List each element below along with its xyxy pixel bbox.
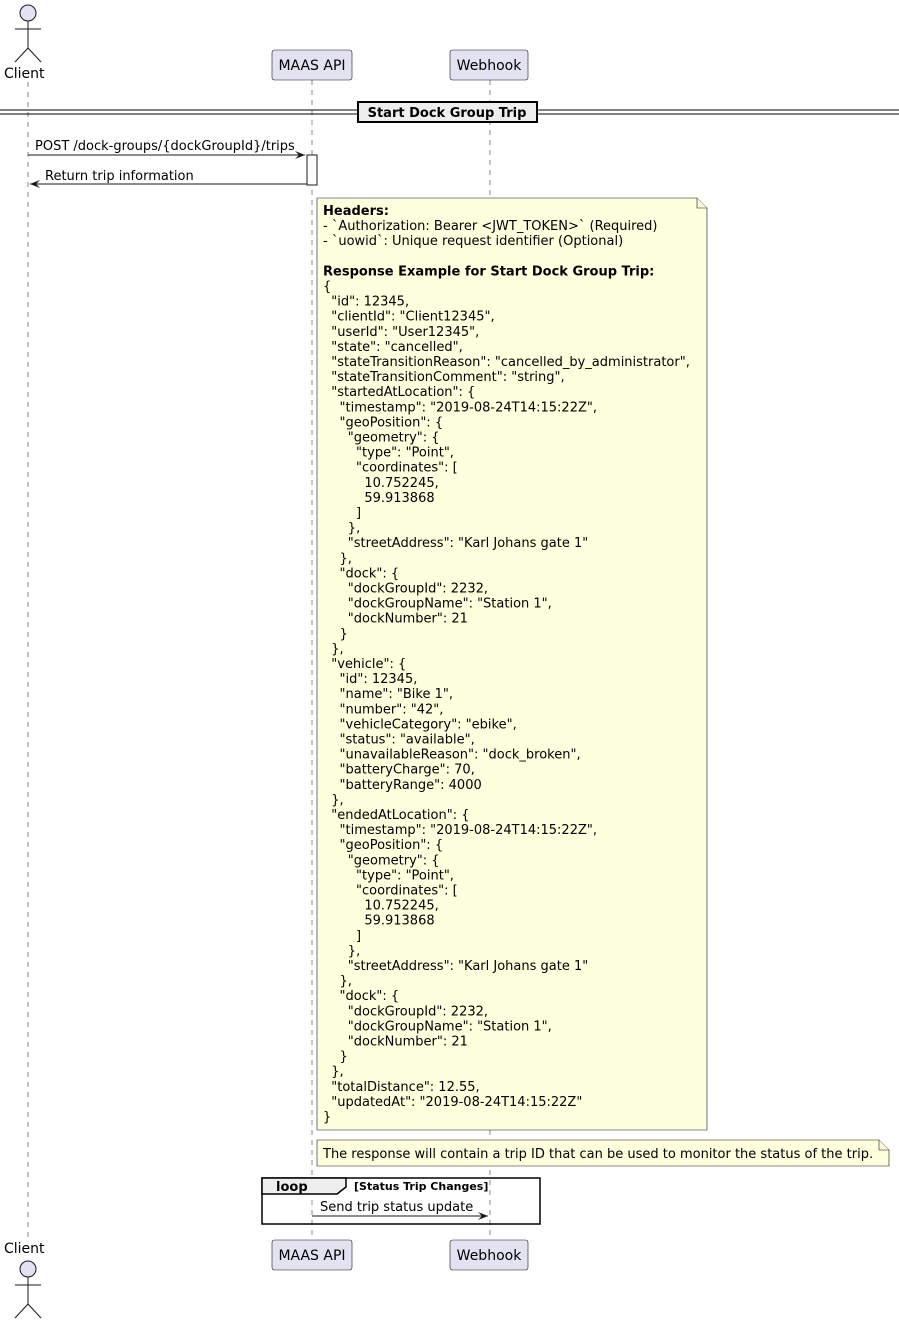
note-line: "streetAddress": "Karl Johans gate 1"	[323, 536, 589, 552]
note-line: "vehicle": {	[323, 657, 407, 672]
note-line: "vehicleCategory": "ebike",	[323, 717, 517, 733]
note-line: },	[323, 943, 361, 959]
note-line: "dockGroupId": 2232,	[323, 1004, 489, 1020]
note-line: "number": "42",	[323, 702, 444, 718]
divider-title: Start Dock Group Trip	[367, 106, 527, 121]
note-line: "id": 12345,	[323, 672, 418, 688]
note-line: "dock": {	[323, 989, 400, 1005]
note-line: },	[323, 641, 344, 657]
actor-head-icon	[20, 5, 36, 21]
note-line: "stateTransitionComment": "string",	[323, 370, 565, 386]
participant-maas-api-label: MAAS API	[278, 58, 346, 74]
note-line: },	[323, 974, 352, 990]
message-return-info-label: Return trip information	[45, 169, 194, 184]
note-line: - `Authorization: Bearer <JWT_TOKEN>` (Required)	[323, 219, 658, 235]
note-line: },	[323, 521, 361, 537]
message-post-trips-label: POST /dock-groups/{dockGroupId}/trips	[35, 139, 295, 154]
note-line: }	[323, 1049, 348, 1065]
actor-client-label: Client	[4, 66, 45, 82]
participant-webhook-label: Webhook	[456, 1248, 522, 1264]
note-line: },	[323, 792, 344, 808]
loop-fragment	[262, 1178, 540, 1224]
note-line: "timestamp": "2019-08-24T14:15:22Z",	[323, 400, 597, 416]
note-line: "id": 12345,	[323, 294, 410, 310]
note-line: "clientId": "Client12345",	[323, 309, 495, 325]
note-line: "geoPosition": {	[323, 415, 444, 431]
participant-webhook-label: Webhook	[456, 58, 522, 74]
note-line: 10.752245,	[323, 898, 439, 914]
participant-maas-api-bottom	[272, 1240, 352, 1270]
note-line: "userId": "User12345",	[323, 324, 480, 340]
note-line: "dockGroupName": "Station 1",	[323, 596, 552, 612]
actor-client-label: Client	[4, 1241, 45, 1257]
activation-bar	[307, 155, 317, 185]
participant-webhook-bottom	[450, 1240, 528, 1270]
note-line: "startedAtLocation": {	[323, 385, 476, 401]
note-line: "streetAddress": "Karl Johans gate 1"	[323, 959, 589, 974]
note-line: {	[323, 279, 332, 295]
note-trip-id	[317, 1140, 889, 1166]
note-line: ]	[323, 928, 362, 944]
note-line: "batteryRange": 4000	[323, 777, 482, 793]
note-line: Response Example for Start Dock Group Trip:	[323, 264, 655, 280]
note-line: "coordinates": [	[323, 460, 458, 476]
message-send-status-label: Send trip status update	[320, 1200, 474, 1215]
note-line: "stateTransitionReason": "cancelled_by_administrator",	[323, 355, 690, 370]
loop-condition: [Status Trip Changes]	[354, 1180, 489, 1193]
note-line: 59.913868	[323, 913, 435, 929]
participant-webhook-top	[450, 50, 528, 80]
note-line: "dock": {	[323, 566, 400, 582]
note-line: "status": "available",	[323, 732, 475, 748]
note-line: Headers:	[323, 204, 389, 219]
note-line: - `uowid`: Unique request identifier (Optional)	[323, 234, 624, 250]
note-line: "type": "Point",	[323, 868, 454, 884]
note-line: "state": "cancelled",	[323, 339, 463, 355]
note-line: ]	[323, 506, 362, 521]
note-line: 59.913868	[323, 490, 435, 506]
note-line: "dockNumber": 21	[323, 611, 468, 627]
note-line: "endedAtLocation": {	[323, 808, 470, 823]
note-line: "geometry": {	[323, 853, 440, 869]
note-line: "updatedAt": "2019-08-24T14:15:22Z"	[323, 1094, 583, 1110]
divider-start-dock-group-trip	[0, 102, 899, 122]
note-line: },	[323, 1064, 344, 1080]
note-line: "type": "Point",	[323, 445, 454, 461]
participant-maas-api-label: MAAS API	[278, 1248, 346, 1264]
actor-client-bottom	[4, 1241, 45, 1318]
loop-label: loop	[276, 1180, 308, 1195]
note-line: },	[323, 551, 352, 567]
note-line: 10.752245,	[323, 475, 439, 491]
actor-client-top	[4, 5, 45, 82]
note-response-example	[317, 198, 707, 1130]
note-line: "name": "Bike 1",	[323, 687, 453, 703]
note-line: "coordinates": [	[323, 883, 458, 899]
note-line: }	[323, 626, 348, 642]
message-post-trips	[28, 139, 305, 155]
note-line: "dockGroupId": 2232,	[323, 581, 489, 597]
message-return-info	[30, 169, 307, 184]
note-line: "dockNumber": 21	[323, 1034, 468, 1050]
note-line: "batteryCharge": 70,	[323, 762, 475, 778]
note-line: "unavailableReason": "dock_broken",	[323, 747, 581, 763]
note-line: }	[323, 1110, 332, 1125]
note-line: "timestamp": "2019-08-24T14:15:22Z",	[323, 823, 597, 839]
note-line: "dockGroupName": "Station 1",	[323, 1019, 552, 1035]
note-line: "totalDistance": 12.55,	[323, 1079, 480, 1095]
participant-maas-api-top	[272, 50, 352, 80]
note-trip-id-text: The response will contain a trip ID that can be used to monitor the status of the trip.	[323, 1147, 874, 1162]
note-line: "geoPosition": {	[323, 838, 444, 854]
actor-head-icon	[20, 1261, 36, 1277]
note-line: "geometry": {	[323, 430, 440, 446]
